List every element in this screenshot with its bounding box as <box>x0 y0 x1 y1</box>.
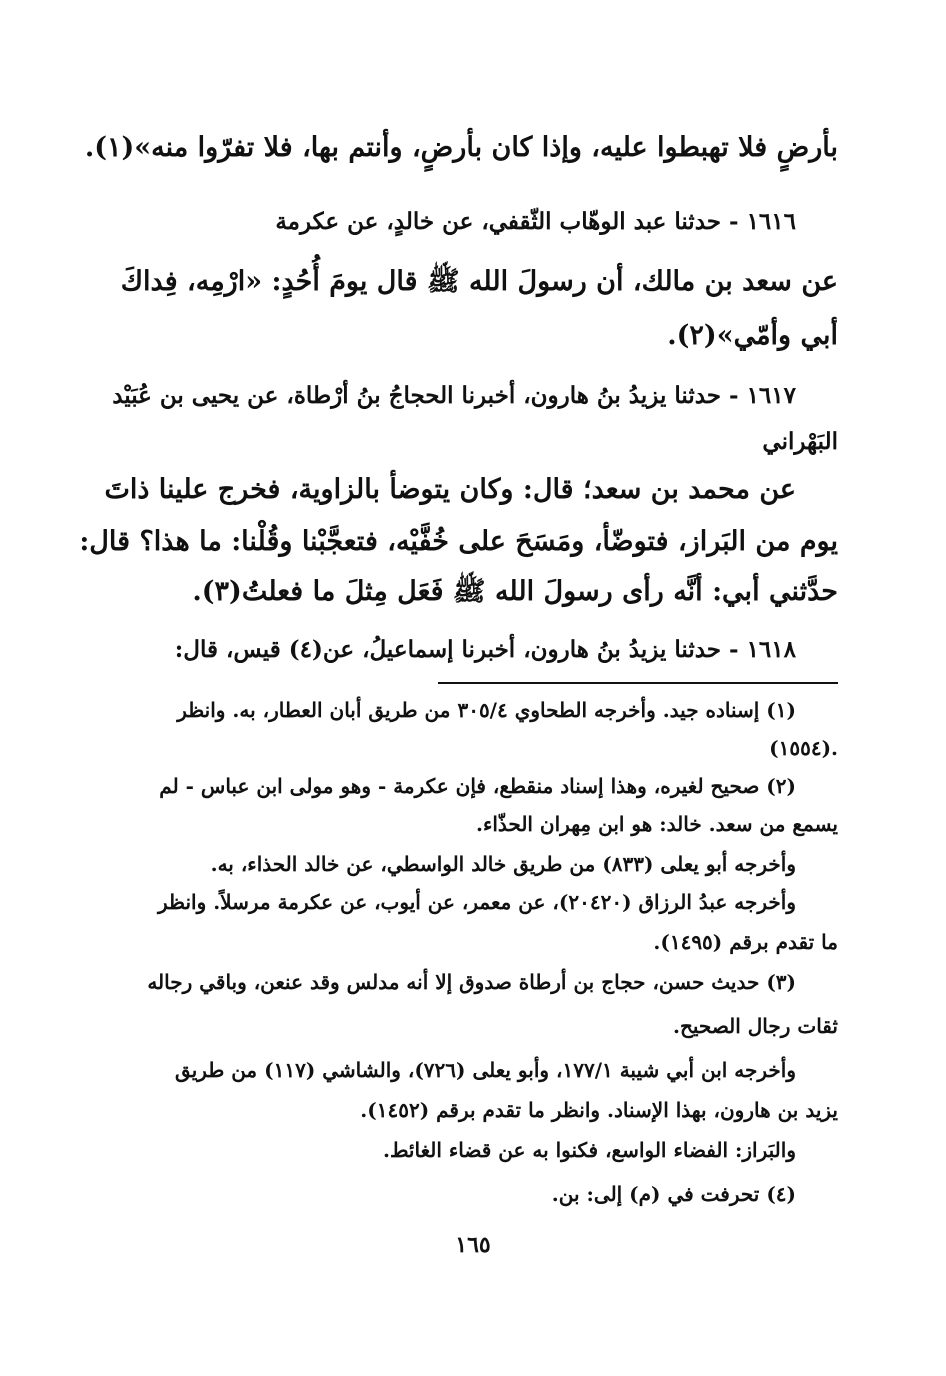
footnote-3-line-5: والبَراز: الفضاء الواسع، فكنوا به عن قضاء الغائط. <box>382 1138 796 1162</box>
main-text-line-4: أبي وأمّي»(٢). <box>667 320 838 351</box>
main-text-line-7: عن محمد بن سعد؛ قال: وكان يتوضأ بالزاوية، فخرج علينا ذاتَ <box>104 474 796 505</box>
page-number: ١٦٥ <box>455 1232 491 1258</box>
footnote-3-line-4: يزيد بن هارون، بهذا الإسناد. وانظر ما تقدم برقم (١٤٥٢). <box>360 1098 838 1122</box>
footnote-3-line-2: ثقات رجال الصحيح. <box>673 1014 838 1038</box>
footnote-2-line-5: ما تقدم برقم (١٤٩٥). <box>653 930 838 954</box>
main-text-line-1: بأرضٍ فلا تهبطوا عليه، وإذا كان بأرضٍ، وأنتم بها، فلا تفرّوا منه»(١). <box>84 132 838 163</box>
footnote-1-line-1: (١) إسناده جيد. وأخرجه الطحاوي ٣٠٥/٤ من طريق أبان العطار، به. وانظر <box>177 698 796 722</box>
main-text-line-9: حدَّثني أبي: أنَّه رأى رسولَ الله ﷺ فَعَل مِثلَ ما فعلتُ(٣). <box>192 576 838 607</box>
footnote-2-line-4: وأخرجه عبدُ الرزاق (٢٠٤٢٠)، عن معمر، عن أيوب، عن عكرمة مرسلاً. وانظر <box>158 890 796 914</box>
footnote-3-line-1: (٣) حديث حسن، حجاج بن أرطاة صدوق إلا أنه مدلس وقد عنعن، وباقي رجاله <box>147 970 796 994</box>
footnote-2-line-1: (٢) صحيح لغيره، وهذا إسناد منقطع، فإن عكرمة - وهو مولى ابن عباس - لم <box>159 774 796 798</box>
main-text-line-8: يوم من البَراز، فتوضّأ، ومَسَحَ على خُفَّيْه، فتعجَّبْنا وقُلْنا: ما هذا؟ قال: <box>79 526 838 557</box>
main-text-line-3: عن سعد بن مالك، أن رسولَ الله ﷺ قال يومَ أُحُدٍ: «ارْمِه، فِداكَ <box>120 266 838 297</box>
hadith-1617-isnad-cont: البَهْراني <box>762 428 838 455</box>
footnote-2-line-3: وأخرجه أبو يعلى (٨٣٣) من طريق خالد الواسطي، عن خالد الحذاء، به. <box>210 852 796 876</box>
footnote-1-line-2: (١٥٥٤). <box>769 736 838 760</box>
footnote-separator <box>438 682 838 684</box>
hadith-1617-isnad: ١٦١٧ - حدثنا يزيدُ بنُ هارون، أخبرنا الحجاجُ بنُ أرْطاة، عن يحيى بن عُبَيْد <box>112 382 796 409</box>
hadith-1616-isnad: ١٦١٦ - حدثنا عبد الوهّاب الثّقفي، عن خالدٍ، عن عكرمة <box>275 208 796 235</box>
footnote-2-line-2: يسمع من سعد. خالد: هو ابن مِهران الحذّاء. <box>475 812 838 836</box>
hadith-1618-isnad: ١٦١٨ - حدثنا يزيدُ بنُ هارون، أخبرنا إسماعيلُ، عن(٤) قيس، قال: <box>174 636 796 663</box>
footnote-3-line-3: وأخرجه ابن أبي شيبة ١٧٧/١، وأبو يعلى (٧٢٦)، والشاشي (١١٧) من طريق <box>175 1058 796 1082</box>
footnote-4-line-1: (٤) تحرفت في (م) إلى: بن. <box>551 1182 796 1206</box>
